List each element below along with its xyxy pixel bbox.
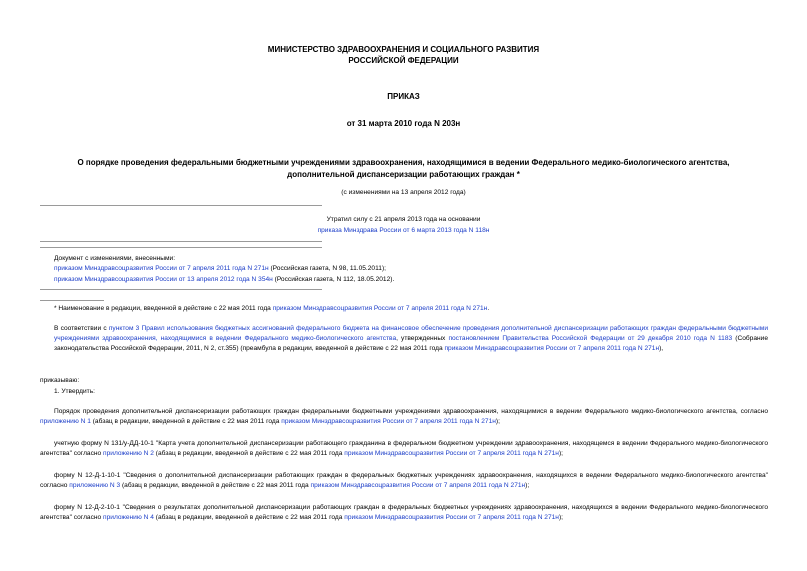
separator-line [40,289,322,290]
expired-order-link-row [0,227,807,234]
ministry-line-1: МИНИСТЕРСТВО ЗДРАВООХРАНЕНИЯ И СОЦИАЛЬНОГО РАЗВИТИЯ [267,45,540,54]
appendix-3-link[interactable]: приложению N 3 [69,482,121,489]
amendments-intro: Документ с изменениями, внесенными: [54,255,176,262]
appendix-4-link[interactable]: приложению N 4 [103,514,154,521]
separator-line [40,247,322,248]
amendment-item: приказом Минздравсоцразвития России от 7 апреля 2011 года N 271н (Российская газета, N 98, 11.05.2011); [54,265,386,272]
footnote: * Наименование в редакции, введенной в действие с 22 мая 2011 года приказом Минздравсоцразвития России от 7 апреля 2011 года N 271н. [54,305,490,312]
preamble-rules-link[interactable]: пунктом 3 Правил использования бюджетных ассигнований федерального бюджета на финансовое обеспечение проведения дополнительной диспансеризации работающих граждан федеральными бюджетными учреждениями здравоохранения, находящимися в ведении Федерального медико-биологического агентства [54,325,769,342]
appendix-2-link[interactable]: приложению N 2 [103,450,154,457]
title-line-1: О порядке проведения федеральными бюджетными учреждениями здравоохранения, находящимися в ведении Федерального медико-биологического агентства, [77,158,730,167]
amendment-item: приказом Минздравсоцразвития России от 13 апреля 2012 года N 354н (Российская газета, N 112, 18.05.2012). [54,276,395,283]
item-order-link[interactable]: приказом Минздравсоцразвития России от 7 апреля 2011 года N 271н [281,418,496,425]
order-word: ПРИКАЗ [387,92,420,101]
approved-item: форму N 12-Д-2-10-1 "Сведения о результатах дополнительной диспансеризации работающих граждан в федеральных бюджетных учреждениях здравоохранения, находящихся в ведении Федерального медико-биологического агентства" согласно приложению N 4 (абзац в редакции, введенной в действие с 22 мая 2011 года приказом Минздравсоцразвития России от 7 апреля 2011 года N 271н); [40,504,768,521]
approve-clause: 1. Утвердить: [54,388,95,395]
item-order-link[interactable]: приказом Минздравсоцразвития России от 7 апреля 2011 года N 271н [310,482,526,489]
preamble-order-link[interactable]: приказом Минздравсоцразвития России от 7 апреля 2011 года N 271н [444,345,660,352]
amended-note: (с изменениями на 13 апреля 2012 года) [341,189,466,196]
amendment-link[interactable]: приказом Минздравсоцразвития России от 7 апреля 2011 года N 271н [54,265,269,272]
separator-line [40,205,322,206]
expired-order-link[interactable]: приказа Минздрава России от 6 марта 2013 года N 118н [317,227,490,234]
appendix-1-link[interactable]: приложению N 1 [40,418,91,425]
footnote-link[interactable]: приказом Минздравсоцразвития России от 7 апреля 2011 года N 271н [272,305,488,312]
expired-note: Утратил силу с 21 апреля 2013 года на основании [326,216,481,223]
government-decree-link[interactable]: постановлением Правительства Российской Федерации от 29 декабря 2010 года N 1183 [448,335,733,342]
approved-item: Порядок проведения дополнительной диспансеризации работающих граждан федеральными бюджетными учреждениями здравоохранения, находящимися в ведении Федерального медико-биологического агентства, согласно приложению N 1 (абзац в редакции, введенной в действие с 22 мая 2011 года приказом Минздравсоцразвития России от 7 апреля 2011 года N 271н); [40,408,768,425]
order-date: от 31 марта 2010 года N 203н [346,119,461,128]
title-line-2: дополнительной диспансеризации работающих граждан * [287,170,520,179]
item-order-link[interactable]: приказом Минздравсоцразвития России от 7 апреля 2011 года N 271н [344,514,559,521]
approved-item: учетную форму N 131/у-ДД-10-1 "Карта учета дополнительной диспансеризации работающего гражданина в федеральном бюджетном учреждении здравоохранения, находящемся в ведении Федерального медико-биологического агентства" согласно приложению N 2 (абзац в редакции, введенной в действие с 22 мая 2011 года приказом Минздравсоцразвития России от 7 апреля 2011 года N 271н); [40,440,768,457]
approved-item: форму N 12-Д-1-10-1 "Сведения о дополнительной диспансеризации работающих граждан в федеральных бюджетных учреждениях здравоохранения, находящихся в ведении Федерального медико-биологического агентства" согласно приложению N 3 (абзац в редакции, введенной в действие с 22 мая 2011 года приказом Минздравсоцразвития России от 7 апреля 2011 года N 271н); [40,472,768,489]
footnote-separator [40,300,104,301]
amendment-link[interactable]: приказом Минздравсоцразвития России от 13 апреля 2012 года N 354н [54,276,273,283]
preamble: В соответствии с пунктом 3 Правил использования бюджетных ассигнований федерального бюджета на финансовое обеспечение проведения дополнительной диспансеризации работающих граждан федеральными бюджетными учреждениями здравоохранения, находящимися в ведении Федерального медико-биологического агентства, утвержденных постановлением Правительства Российской Федерации от 29 декабря 2010 года N 1183 (Собрание законодательства Российской Федерации, 2011, N 2, ст.355) (преамбула в редакции, введенной в действие с 22 мая 2011 года приказом Минздравсоцразвития России от 7 апреля 2011 года N 271н), [54,325,769,352]
orders-word: приказываю: [40,377,80,384]
item-order-link[interactable]: приказом Минздравсоцразвития России от 7 апреля 2011 года N 271н [344,450,559,457]
ministry-line-2: РОССИЙСКОЙ ФЕДЕРАЦИИ [348,56,459,65]
separator-line [40,241,322,242]
